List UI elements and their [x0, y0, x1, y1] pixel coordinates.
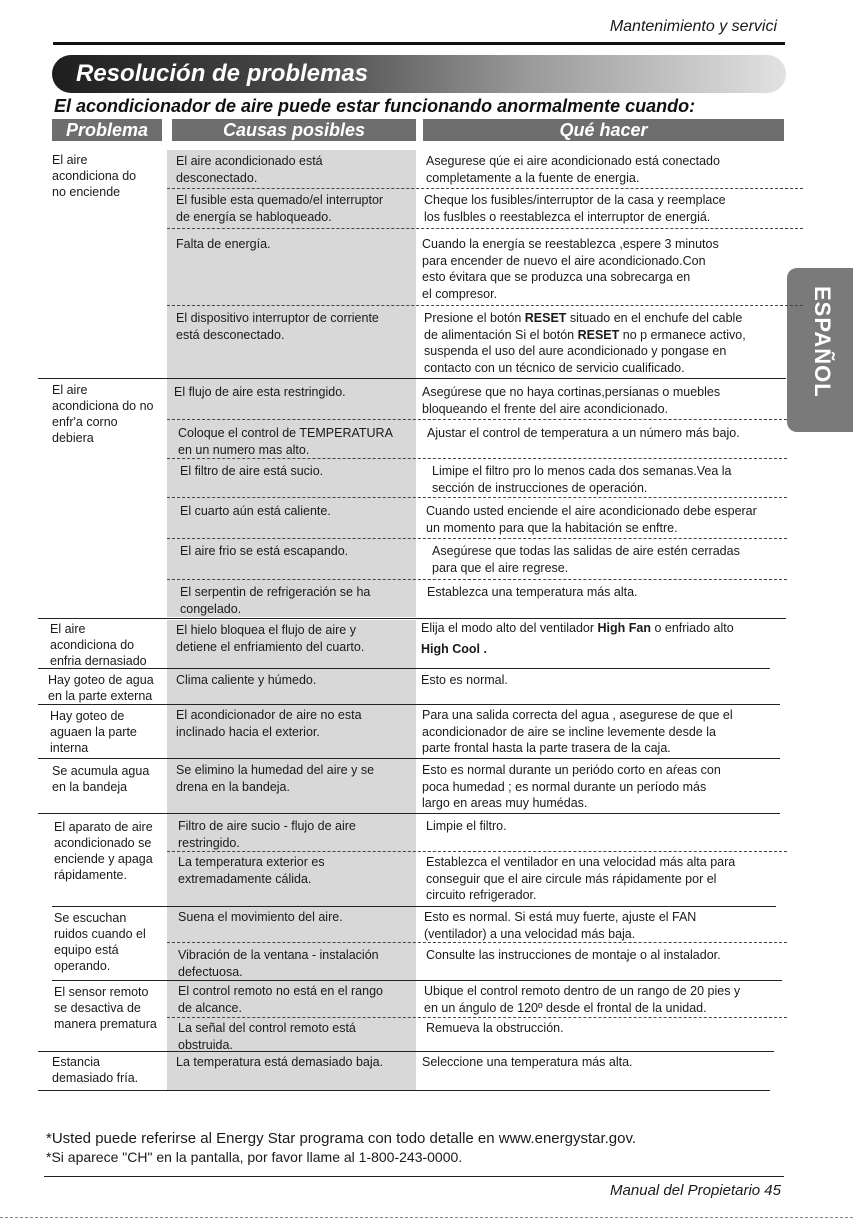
- page-title: Resolución de problemas: [76, 60, 369, 87]
- language-tab: [787, 268, 853, 432]
- cause-cell: El serpentin de refrigeración se ha congelado.: [180, 585, 371, 616]
- group-divider: [52, 980, 782, 981]
- column-header-problem: Problema: [52, 119, 162, 141]
- problem-cell: Hay goteo de agua en la parte externa: [48, 673, 154, 703]
- row-divider: [167, 942, 787, 943]
- action-cell: Asegúrese que no haya cortinas,persianas o muebles bloqueando el frente del aire acondicionado.: [422, 385, 721, 416]
- note-ch-display: *Si aparece "CH" en la pantalla, por favor llame al 1-800-243-0000.: [46, 1149, 463, 1165]
- cause-cell: El cuarto aún está caliente.: [180, 504, 331, 518]
- cause-cell: El fusible esta quemado/el interruptor de energía se habloqueado.: [176, 193, 384, 224]
- problem-cell: El aire acondiciona do no enfr'a corno debiera: [52, 383, 154, 445]
- group-divider: [52, 906, 776, 907]
- group-divider: [38, 704, 780, 705]
- action-cell: Ajustar el control de temperatura a un número más bajo.: [427, 426, 740, 440]
- cause-cell: Clima caliente y húmedo.: [176, 673, 317, 687]
- table-bottom-rule: [38, 1090, 770, 1091]
- action-cell: Elija el modo alto del ventilador High Fan o enfriado alto High Cool .: [421, 621, 734, 656]
- row-divider: [167, 851, 787, 852]
- action-cell: Asegurese qúe ei aire acondicionado está conectado completamente a la fuente de energia.: [426, 154, 720, 185]
- action-cell: Establezca una temperatura más alta.: [427, 585, 638, 599]
- cause-cell: La temperatura exterior es extremadamente cálida.: [178, 855, 325, 886]
- problem-cell: Estancia demasiado fría.: [52, 1055, 139, 1085]
- row-divider: [167, 188, 803, 189]
- title-banner: [52, 55, 786, 93]
- action-cell: Seleccione una temperatura más alta.: [422, 1055, 633, 1069]
- action-cell: Limipe el filtro pro lo menos cada dos semanas.Vea la sección de instrucciones de operación.: [432, 464, 732, 495]
- note-energy-star: *Usted puede referirse al Energy Star programa con todo detalle en www.energystar.gov.: [46, 1130, 637, 1147]
- cause-cell: El aire acondicionado está desconectado.: [176, 154, 323, 185]
- cause-cell: La temperatura está demasiado baja.: [176, 1055, 384, 1069]
- cause-cell: Vibración de la ventana - instalación defectuosa.: [178, 948, 379, 979]
- action-cell: Remueva la obstrucción.: [426, 1021, 564, 1035]
- action-cell: Esto es normal durante un periódo corto en aŕeas con poca humedad ; es normal durante un período más largo en areas muy humédas.: [422, 763, 721, 810]
- problem-cell: El aparato de aire acondicionado se enciende y apaga rápidamente.: [54, 820, 153, 882]
- problem-cell: El aire acondiciona do enfria dernasiado: [50, 622, 147, 668]
- row-divider: [167, 1017, 787, 1018]
- group-divider: [38, 378, 786, 379]
- action-cell: Establezca el ventilador en una velocidad más alta para conseguir que el aire circule más rápidamente por el circuito refrigerador.: [426, 855, 736, 902]
- cause-cell: El control remoto no está en el rango de alcance.: [178, 984, 383, 1015]
- action-cell: Esto es normal. Si está muy fuerte, ajuste el FAN (ventilador) a una velocidad más baja.: [424, 910, 697, 941]
- action-cell: Cuando usted enciende el aire acondicionado debe esperar un momento para que la habitación se enftre.: [426, 504, 757, 535]
- action-cell: Ubique el control remoto dentro de un rango de 20 pies y en un ángulo de 120º desde el frontal de la unidad.: [424, 984, 741, 1015]
- cause-cell: La señal del control remoto está obstruida.: [178, 1021, 356, 1052]
- action-cell: Asegúrese que todas las salidas de aire estén cerradas para que el aire regrese.: [432, 544, 740, 575]
- footer-rule: [44, 1176, 784, 1177]
- action-cell: Cheque los fusibles/interruptor de la casa y reemplace los fuslbles o reestablezca el interruptor de energiá.: [424, 193, 726, 224]
- action-cell: Esto es normal.: [421, 673, 508, 687]
- group-divider: [38, 813, 780, 814]
- row-divider: [167, 538, 787, 539]
- page-subtitle: El acondicionador de aire puede estar funcionando anormalmente cuando:: [54, 96, 696, 116]
- cause-cell: Suena el movimiento del aire.: [178, 910, 343, 924]
- group-divider: [38, 668, 770, 669]
- problem-cell: Se escuchan ruidos cuando el equipo está operando.: [54, 911, 146, 973]
- action-cell: Limpie el filtro.: [426, 819, 507, 833]
- header-rule: [53, 42, 785, 45]
- column-header-causes: Causas posibles: [172, 119, 416, 141]
- action-cell: Presione el botón RESET situado en el enchufe del cable de alimentación Si el botón RESET no p ermanece activo, suspenda el uso del aure acondicionado y pongase en contacto con un técnico de servicio cualificado.: [424, 311, 746, 375]
- cause-cell: El flujo de aire esta restringido.: [174, 385, 346, 399]
- action-cell: Consulte las instrucciones de montaje o al instalador.: [426, 948, 721, 962]
- problem-cell: Hay goteo de aguaen la parte interna: [50, 709, 137, 755]
- group-divider: [38, 758, 780, 759]
- cause-cell: El dispositivo interruptor de corriente está desconectado.: [176, 311, 379, 342]
- column-header-action: Qué hacer: [423, 119, 784, 141]
- cause-cell: Se elimino la humedad del aire y se drena en la bandeja.: [176, 763, 375, 794]
- footer-page-label: Manual del Propietario 45: [610, 1182, 781, 1199]
- cause-cell: Falta de energía.: [176, 237, 271, 251]
- cause-cell: Coloque el control de TEMPERATURA en un numero mas alto.: [178, 426, 393, 457]
- action-cell: Para una salida correcta del agua , asegurese de que el acondicionador de aire se incline levemente desde la parte frontal hasta la parte trasera de la caja.: [422, 708, 733, 755]
- row-divider: [167, 419, 787, 420]
- bottom-edge-dash: [0, 1217, 853, 1218]
- problem-cell: El sensor remoto se desactiva de manera prematura: [54, 985, 157, 1031]
- row-divider: [167, 579, 787, 580]
- cause-cell: Filtro de aire sucio - flujo de aire restringido.: [178, 819, 356, 850]
- problem-cell: Se acumula agua en la bandeja: [52, 764, 150, 794]
- language-tab-label: ESPAÑOL: [810, 286, 835, 398]
- section-header: Mantenimiento y servici: [609, 18, 777, 35]
- cause-cell: El aire frio se está escapando.: [180, 544, 349, 558]
- cause-cell: El filtro de aire está sucio.: [180, 464, 324, 478]
- row-divider: [167, 458, 787, 459]
- row-divider: [167, 305, 803, 306]
- row-divider: [167, 497, 787, 498]
- cause-cell: El hielo bloquea el flujo de aire y detiene el enfriamiento del cuarto.: [176, 623, 365, 654]
- action-cell: Cuando la energía se reestablezca ,espere 3 minutos para encender de nuevo el aire acondicionado.Con esto évitara que se produzca una sobrecarga en el compresor.: [422, 237, 719, 301]
- group-divider: [38, 1051, 774, 1052]
- group-divider: [38, 618, 786, 619]
- problem-cell: El aire acondiciona do no enciende: [52, 153, 137, 199]
- row-divider: [167, 228, 803, 229]
- cause-cell: El acondicionador de aire no esta inclinado hacia el exterior.: [176, 708, 362, 739]
